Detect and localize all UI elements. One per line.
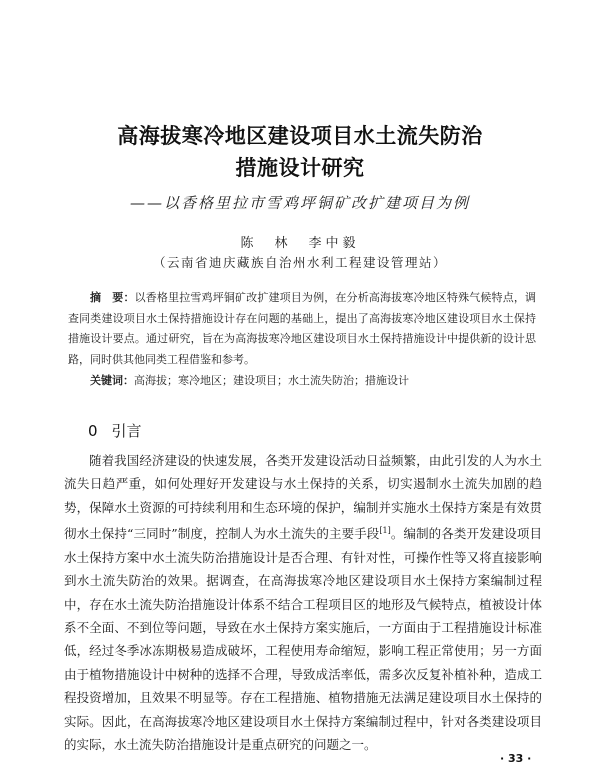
- body-text-part-2: 。编制的各类开发建设项目水土保持方案中水土流失防治措施设计是否合理、有针对性，可操作性等又将直接影响到水土流失防治的效果。据调查，在高海拔寒冷地区建设项目水土保持方案编制过程中，存在水土流失防治措施设计体系不结合工程项目区的地形及气候特点，植被设计体系不全面、不到位等问题，导致在水土保持方案实施后，一方面由于工程措施设计标准低，经过冬季冰冻期极易造成破坏，工程使用寿命缩短，影响工程正常使用；另一方面由于植物措施设计中树种的选择不合理，导致成活率低，需多次反复补植补种，造成工程投资增加，且效果不明显等。存在工程措施、植物措施无法满足建设项目水土保持的实际。因此，在高海拔寒冷地区建设项目水土保持方案编制过程中，针对各类建设项目的实际，水土流失防治措施设计是重点研究的问题之一。: [64, 526, 542, 753]
- abstract-text: 以香格里拉雪鸡坪铜矿改扩建项目为例，在分析高海拔寒冷地区特殊气候特点，调查同类建设项目水土保持措施设计存在问题的基础上，提出了高海拔寒冷地区建设项目水土保持措施设计要点。通过研究，旨在为高海拔寒冷地区建设项目水土保持措施设计中提供新的设计思路，同时供其他同类工程借鉴和参考。: [68, 291, 537, 366]
- author-affiliation: （云南省迪庆藏族自治州水利工程建设管理站）: [152, 255, 447, 270]
- body-text-part-1: 随着我国经济建设的快速发展，各类开发建设活动日益频繁，由此引发的人为水土流失日趋严重，如何处理好开发建设与水土保持的关系，切实遏制水土流失加剧的趋势，保障水土资源的可持续利用和生态环境的保护，编制并实施水土保持方案是有效贯彻水土保持“三同时”制度，控制人为水土流失的主要手段: [64, 453, 542, 542]
- paper-title-line-2: 措施设计研究: [235, 156, 365, 180]
- keywords-label: 关键词：: [90, 374, 134, 387]
- abstract: [68, 288, 536, 370]
- author-names: 陈 林 李中毅: [240, 236, 360, 251]
- section-title: 引言: [111, 422, 142, 440]
- section-number: 0: [88, 422, 98, 440]
- keywords: [68, 371, 536, 391]
- citation-reference: [1]: [379, 526, 391, 536]
- paper-title-line-1: 高海拔寒冷地区建设项目水土流失防治: [117, 124, 483, 148]
- page-number: · 33 ·: [500, 752, 532, 765]
- paper-subtitle: ——以香格里拉市雪鸡坪铜矿改扩建项目为例: [129, 194, 470, 212]
- section-heading-introduction: [88, 420, 142, 441]
- introduction-paragraph: [64, 449, 542, 756]
- abstract-label: 摘 要：: [90, 291, 135, 304]
- keywords-text: 高海拔；寒冷地区；建设项目；水土流失防治；措施设计: [134, 374, 409, 387]
